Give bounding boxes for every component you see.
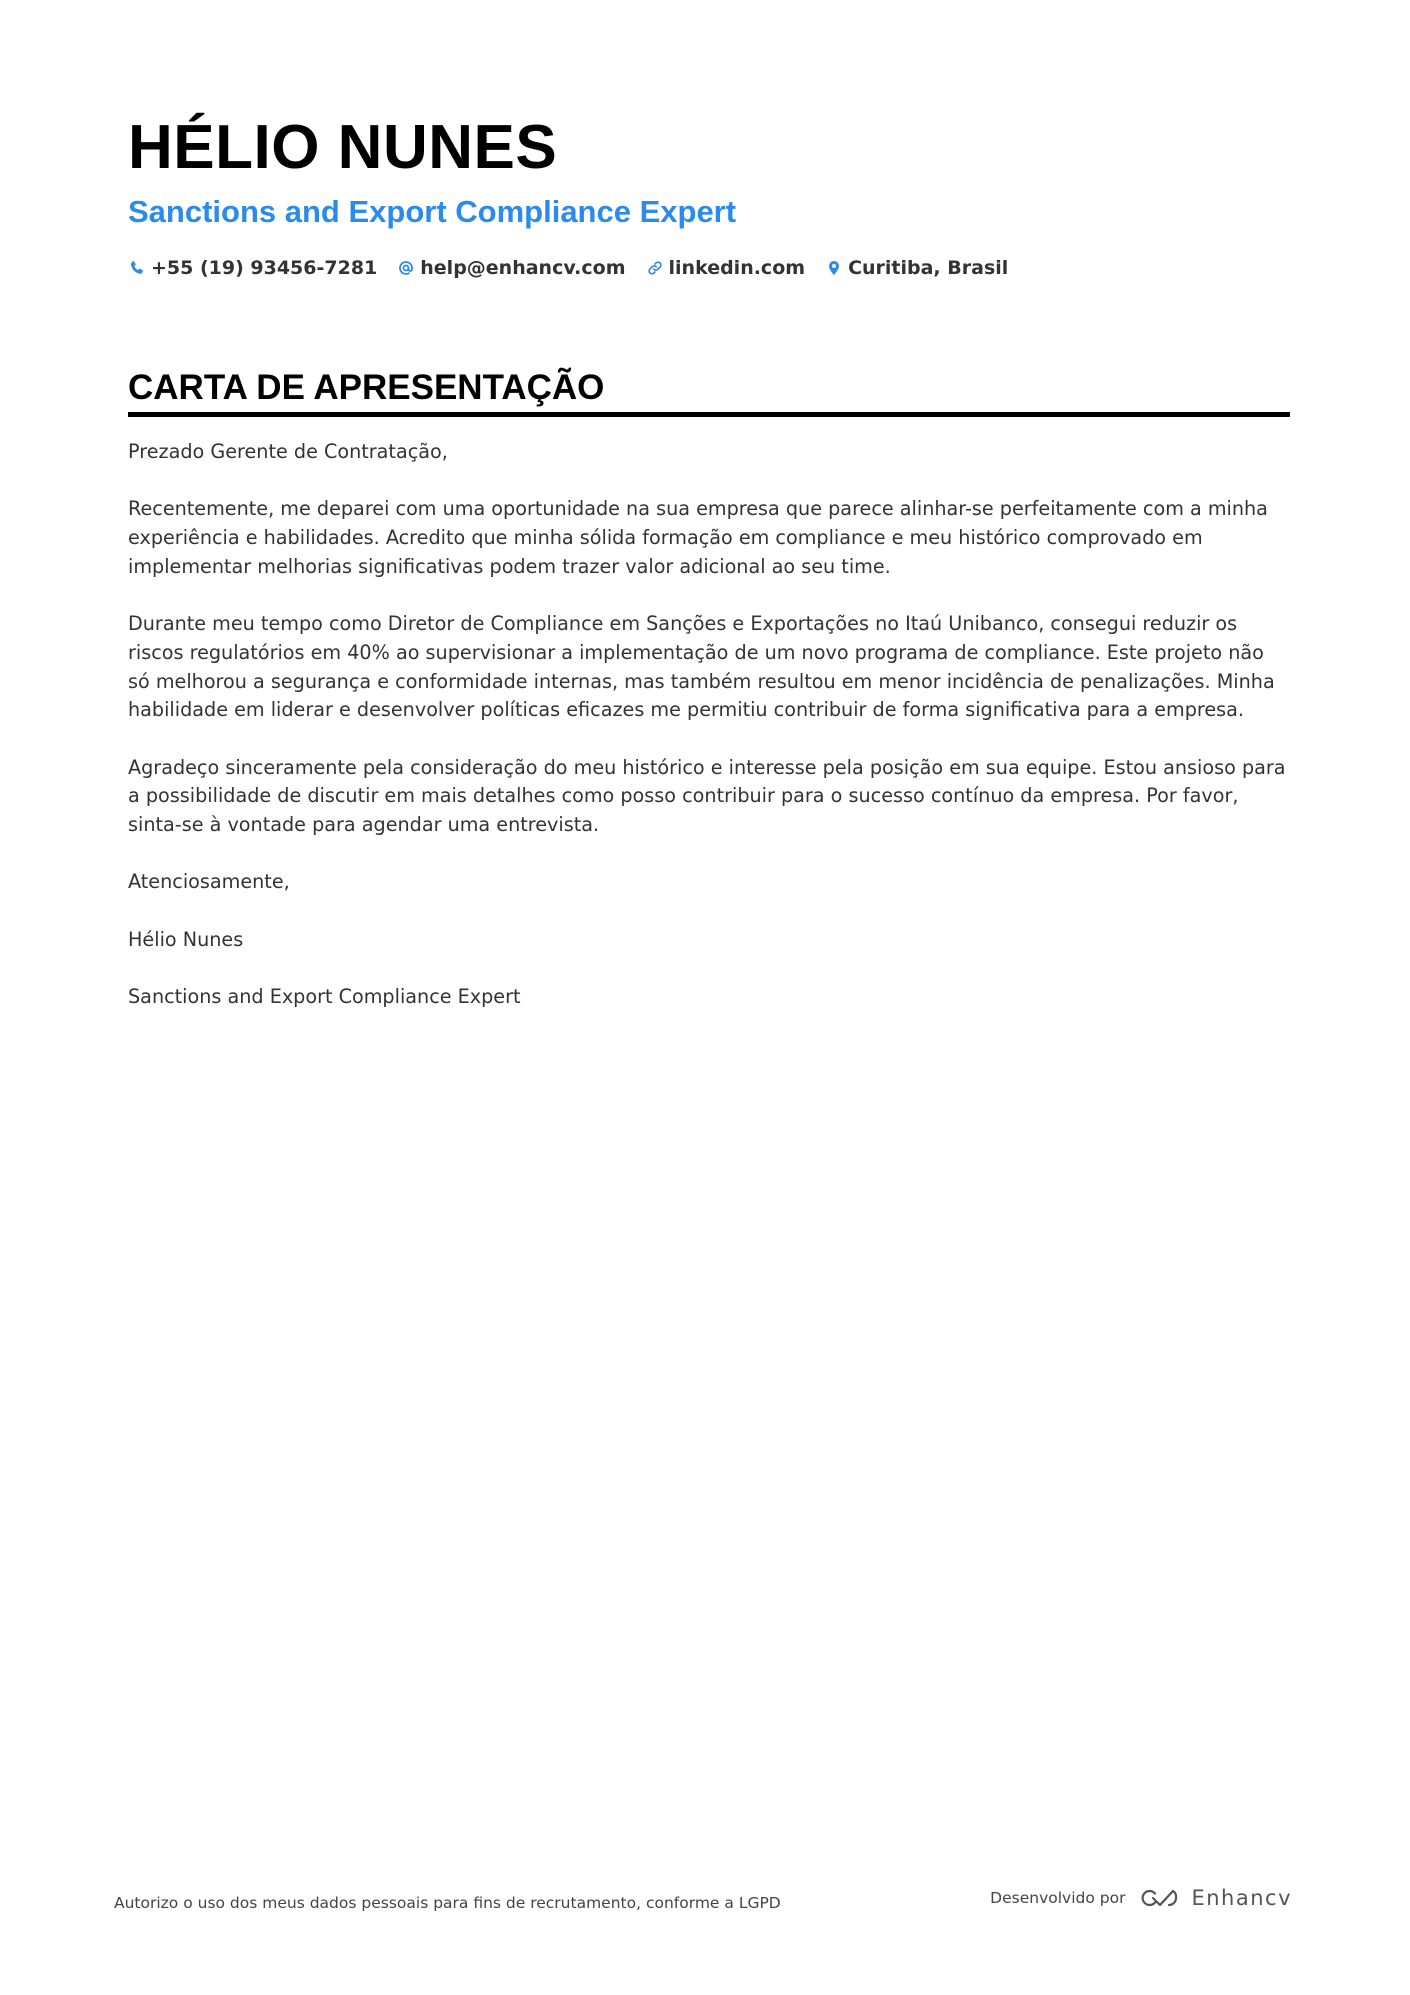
contact-linkedin-text: linkedin.com [668, 257, 806, 279]
brand-name: Enhancv [1191, 1886, 1292, 1910]
letter-paragraph: Recentemente, me deparei com uma oportunidade na sua empresa que parece alinhar-se perfeitamente com a minha experiência e habilidades. Acredito que minha sólida formação em compliance e meu histórico comprovado em implementar melhorias significativas podem trazer valor adicional ao seu time. [128, 497, 1268, 578]
section-title: CARTA DE APRESENTAÇÃO [128, 366, 1290, 417]
powered-by[interactable] [990, 1886, 1292, 1910]
at-icon [397, 259, 415, 277]
contact-email[interactable] [397, 257, 625, 279]
candidate-name: HÉLIO NUNES [128, 113, 558, 182]
link-icon [646, 259, 664, 277]
resume-page [128, 108, 1290, 1009]
signature-title: Sanctions and Export Compliance Expert [128, 985, 521, 1009]
letter-paragraph: Agradeço sinceramente pela consideração do meu histórico e interesse pela posição em sua equipe. Estou ansioso para a possibilidade de discutir em mais detalhes como posso contribuir para o sucesso contínuo da empresa. Por favor, sinta-se à vontade para agendar uma entrevista. [128, 755, 1286, 837]
location-pin-icon [825, 259, 843, 277]
contact-phone-text: +55 (19) 93456-7281 [151, 257, 378, 279]
enhancv-logo-icon [1137, 1886, 1183, 1910]
letter-greeting: Prezado Gerente de Contratação, [128, 440, 448, 463]
candidate-role: Sanctions and Export Compliance Expert [128, 194, 737, 229]
letter-paragraph: Durante meu tempo como Diretor de Compliance em Sanções e Exportações no Itaú Unibanco, consegui reduzir os riscos regulatórios em 40% ao supervisionar a implementação de um novo programa de compliance. Este projeto não só melhorou a segurança e conformidade internas, mas também resultou em menor incidência de penalizações. Minha habilidade em liderar e desenvolver políticas eficazes me permitiu contribuir de forma significativa para a empresa. [128, 612, 1275, 722]
contact-bar [128, 254, 1290, 282]
contact-location [825, 257, 1008, 279]
letter-closing: Atenciosamente, [128, 870, 290, 894]
signature-name: Hélio Nunes [128, 927, 244, 951]
phone-icon [128, 259, 146, 277]
cover-letter-body [128, 438, 1290, 1041]
contact-location-text: Curitiba, Brasil [848, 257, 1009, 279]
powered-by-label: Desenvolvido por [990, 1889, 1126, 1907]
contact-phone[interactable] [128, 257, 377, 279]
contact-email-text: help@enhancv.com [420, 257, 626, 279]
consent-note: Autorizo o uso dos meus dados pessoais para fins de recrutamento, conforme a LGPD [114, 1894, 781, 1912]
contact-linkedin[interactable] [646, 257, 806, 279]
